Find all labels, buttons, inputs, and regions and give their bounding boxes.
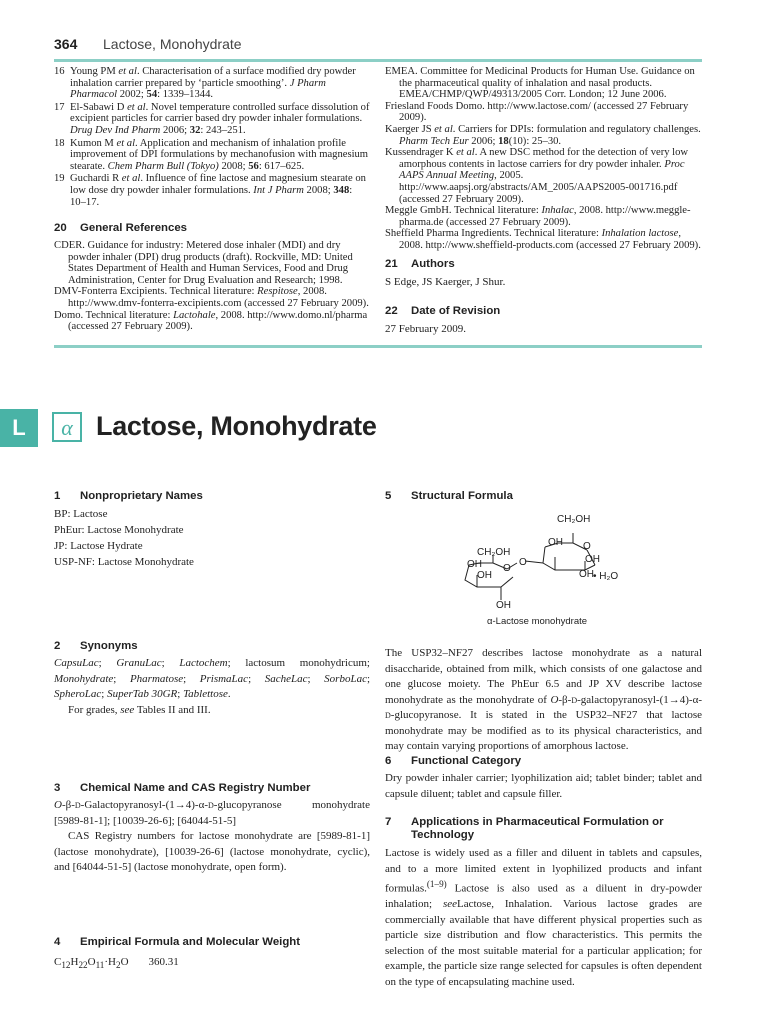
letter-tab: L — [0, 409, 38, 447]
reference-item: 18 Kumon M et al. Application and mechanism of inhalation profile improvement of DPI formulations by mechanofusion with magnesium stearate. Chem Pharm Bull (Tokyo) 2008; 56: 617–625. — [54, 137, 369, 172]
nonproprietary-names — [54, 506, 370, 570]
functional-category: Dry powder inhaler carrier; lyophilization aid; tablet binder; tablet and capsule diluent; tablet and capsule filler. — [385, 772, 702, 800]
synonyms: CapsuLac; GranuLac; Lactochem; lactosum monohydricum; Monohydrate; Pharmatose; PrismaLac; SacheLac; SorboLac; SpheroLac; SuperTab 30GR; Tablettose. For grades, see Tables II and III. — [54, 657, 371, 716]
header-rule — [54, 59, 702, 62]
reference-item: 16 Young PM et al. Characterisation of a surface modified dry powder inhalation carrier prepared by ‘particle smoothing’. J Pharm Pharmacol 2002; 54: 1339–1344. — [54, 66, 356, 101]
general-reference-item: DMV-Fonterra Excipients. Technical literature: Respitose, 2008. http://www.dmv-fonterra-excipients.com (accessed 27 February 2009). — [54, 286, 369, 309]
alpha-icon: α — [52, 412, 82, 442]
label-ch2oh-left: CH₂OH — [477, 547, 511, 558]
label-oh: OH — [548, 537, 563, 548]
structure-caption: α-Lactose monohydrate — [487, 616, 588, 627]
page-number: 364 — [54, 36, 78, 52]
section-7-heading: 7 Applications in Pharmaceutical Formulation or Technology — [385, 816, 664, 841]
reference-item: EMEA. Committee for Medicinal Products for Human Use. Guidance on the pharmaceutical quality of inhalation and nasal products. EMEA/CHMP/QWP/49313/2005 Corr. London; 12 June 2006. — [385, 66, 695, 101]
chemical-name: O-β-d-Galactopyranosyl-(1→4)-α-d-glucopyranose monohydrate [5989-81-1]; [10039-26-6]; [64044-51-5] CAS Registry numbers for lactose monohydrate are [5989-81-1] (lactose monohydrate), [10039-26-6] (lactose monohydrate, cyclic), and [64044-51-5] (lactose monohydrate, open form). — [54, 799, 370, 873]
structural-formula — [455, 505, 635, 630]
reference-item: 19 Guchardi R et al. Influence of fine lactose and magnesium stearate on low dose dry powder inhaler formulations. Int J Pharm 2008; 348: 10–17. — [54, 173, 366, 208]
label-oh: OH — [579, 569, 594, 580]
section-4-heading: 4 Empirical Formula and Molecular Weight — [54, 936, 301, 948]
name-bp: BP: Lactose — [54, 508, 108, 520]
reference-item: Meggle GmbH. Technical literature: Inhalac, 2008. http://www.meggle-pharma.de (accessed 27 February 2009). — [385, 205, 691, 228]
reference-item: 17 El-Sabawi D et al. Novel temperature controlled surface dissolution of excipient particles for carrier based dry powder inhaler formulations. Drug Dev Ind Pharm 2006; 32: 243–251. — [54, 101, 370, 136]
references-list-right — [385, 66, 702, 252]
glycosidic-bond — [525, 561, 543, 563]
section-22-heading: 22 Date of Revision — [385, 305, 501, 317]
section-5-heading: 5 Structural Formula — [385, 490, 513, 502]
label-bridge-o: O — [519, 557, 527, 568]
label-oh: OH — [477, 570, 492, 581]
revision-date: 27 February 2009. — [385, 323, 466, 335]
name-usp-nf: USP-NF: Lactose Monohydrate — [54, 556, 194, 568]
label-water: • H₂O — [593, 571, 619, 582]
reference-item: Kussendrager K et al. A new DSC method for the detection of very low amorphous contents in lactose carriers for dry powder inhaler. Proc AAPS Annual Meeting, 2005. http://www.aapsj.org/abstracts/AM_2005/AAPS2005-001716.pdf (accessed 27 February 2009). — [385, 147, 689, 205]
label-ring-o: O — [503, 563, 511, 574]
authors: S Edge, JS Kaerger, J Shur. — [385, 276, 506, 288]
general-reference-item: Domo. Technical literature: Lactohale, 2008. http://www.domo.nl/pharma (accessed 27 February 2009). — [54, 309, 368, 333]
label-oh: OH — [585, 554, 600, 565]
running-title: Lactose, Monohydrate — [103, 36, 242, 52]
molecular-weight: 360.31 — [148, 956, 179, 968]
section-1-heading: 1 Nonproprietary Names — [54, 490, 203, 502]
general-references-list — [54, 240, 370, 333]
description: The USP32–NF27 describes lactose monohydrate as a natural disaccharide, obtained from milk, which consists of one galactose and one glucose moiety. The PhEur 6.5 and JP XV describe lactose monohydrate as the monohydrate of O-β-d-galactopyranosyl-(1→4)-α-d-glucopyranose. It is stated in the USP32–NF27 that lactose monohydrate may be modified as to its physical characteristics, and may contain varying proportions of amorphous lactose. — [385, 647, 702, 752]
section-divider-rule — [54, 345, 702, 348]
name-jp: JP: Lactose Hydrate — [54, 540, 143, 552]
label-oh: OH — [467, 559, 482, 570]
section-21-heading: 21 Authors — [385, 258, 455, 270]
label-oh: OH — [496, 600, 511, 611]
reference-item: Kaerger JS et al. Carriers for DPIs: formulation and regulatory challenges. Pharm Tech Eur 2006; 18(10): 25–30. — [385, 123, 701, 147]
name-pheur: PhEur: Lactose Monohydrate — [54, 524, 184, 536]
section-6-heading: 6 Functional Category — [385, 755, 522, 767]
references-list-left — [54, 66, 370, 209]
empirical-formula — [54, 954, 179, 973]
label-ring-o: O — [583, 541, 591, 552]
reference-item: Friesland Foods Domo. http://www.lactose.com/ (accessed 27 February 2009). — [385, 100, 689, 124]
monograph-title: Lactose, Monohydrate — [96, 411, 377, 441]
section-3-heading: 3 Chemical Name and CAS Registry Number — [54, 782, 311, 794]
section-20-heading: 20 General References — [54, 222, 188, 234]
formula: $C_{12}H_{22}O_{11}\cdot H_2O$ — [54, 956, 129, 971]
label-ch2oh-top: CH₂OH — [557, 514, 591, 525]
general-reference-item: CDER. Guidance for industry: Metered dose inhaler (MDI) and dry powder inhaler (DPI) drug products (draft). Rockville, MD: United States Department of Health and Human Services, Food and Drug Administration, Center for Drug Evaluation and Research; 1998. — [54, 240, 353, 286]
section-2-heading: 2 Synonyms — [54, 640, 138, 652]
reference-item: Sheffield Pharma Ingredients. Technical literature: Inhalation lactose, 2008. http://www.sheffield-products.com (accessed 27 February 2009). — [385, 228, 701, 251]
applications: Lactose is widely used as a filler and diluent in tablets and capsules, and to a more limited extent in lyophilized products and infant formulas.$^{(1-9)}$ Lactose is also used as a diluent in dry-powder inhalation; seeLactose, Inhalation. Various lactose grades are commercially available that have different physical properties such as particle size distribution and flow characteristics. This permits the selection of the most suitable material for a particular application; for example, the particle size range selected for capsules is often dependent on the type of encapsulating machine used. — [385, 847, 702, 988]
